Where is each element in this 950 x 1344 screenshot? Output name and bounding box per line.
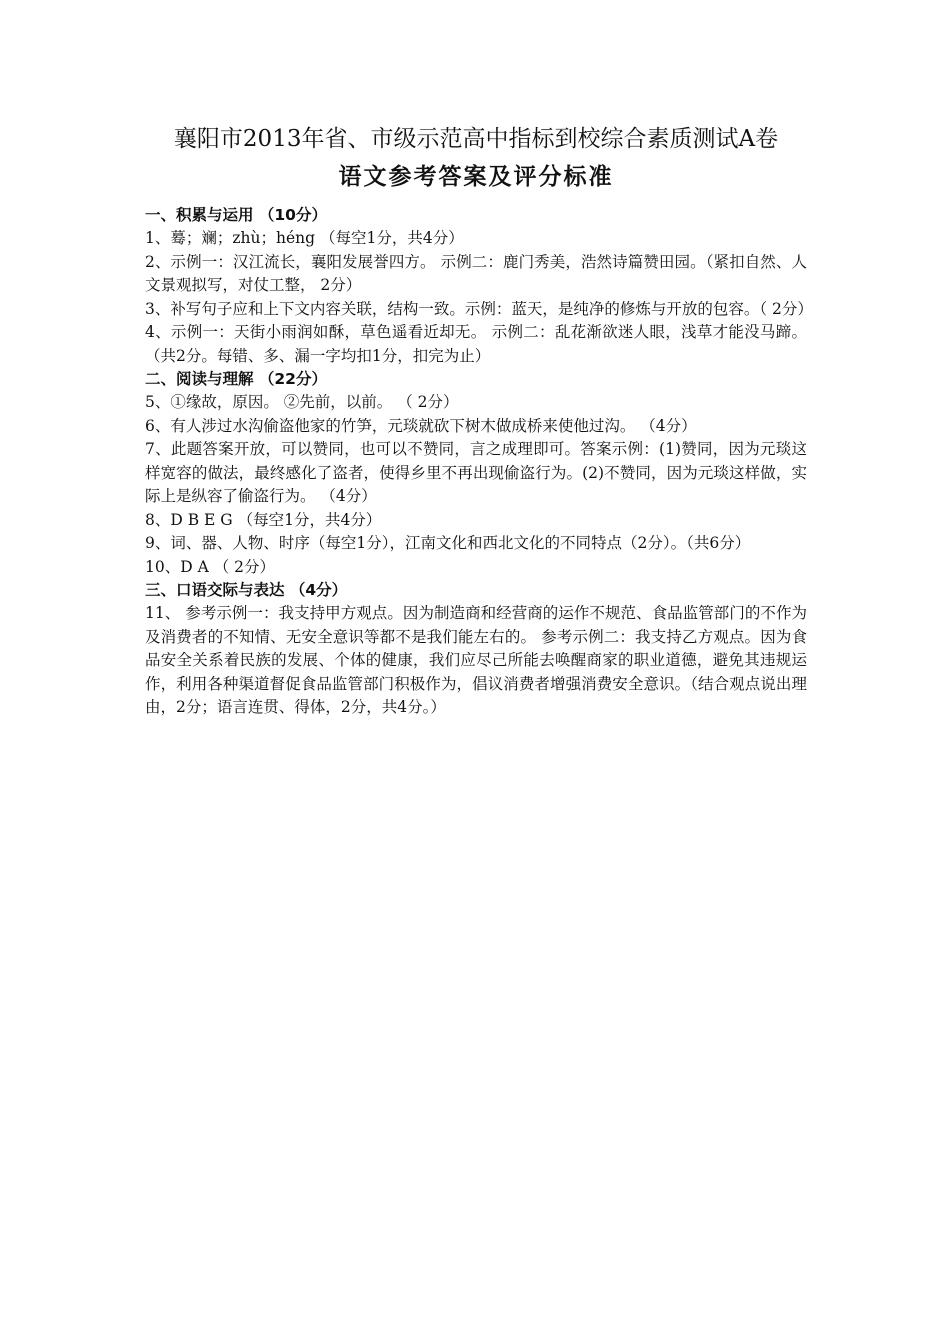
section-heading: 三、口语交际与表达 （4分）: [145, 581, 348, 599]
section-3: [145, 579, 807, 720]
section-1: [145, 204, 813, 368]
section-heading: 一、积累与运用 （10分）: [145, 206, 327, 224]
answer-item-5: 5、①缘故，原因。 ②先前，以前。 （ 2分）: [145, 393, 459, 411]
answer-item-3: 3、补写句子应和上下文内容关联，结构一致。示例：蓝天，是纯净的修炼与开放的包容。（ 2分）: [145, 299, 813, 318]
answer-item-9: 9、词、器、人物、时序（每空1分），江南文化和西北文化的不同特点（2分）。（共6分）: [145, 534, 751, 552]
answer-item-10: 10、D A （ 2分）: [145, 557, 275, 576]
answer-item-1: 1、蓦；斓；zhù；héng （每空1分，共4分）: [145, 229, 464, 247]
answer-item-4: 4、示例一：天街小雨润如酥，草色遥看近却无。 示例二：乱花渐欲迷人眼，浅草才能没马蹄。（共2分。每错、多、漏一字均扣1分，扣完为止）: [145, 323, 807, 365]
answer-item-7: 7、此题答案开放，可以赞同，也可以不赞同，言之成理即可。答案示例：(1)赞同，因为元琰这样宽容的做法，最终感化了盗者，使得乡里不再出现偷盗行为。(2)不赞同，因为元琰这样做，实际上是纵容了偷盗行为。 （4分）: [145, 440, 807, 505]
document-subtitle: 语文参考答案及评分标准: [338, 163, 614, 190]
document-title: 襄阳市2013年省、市级示范高中指标到校综合素质测试A卷: [173, 126, 779, 152]
answer-document: [145, 122, 813, 720]
answer-item-6: 6、有人涉过水沟偷盗他家的竹笋，元琰就砍下树木做成桥来使他过沟。 （4分）: [145, 416, 697, 435]
answer-item-11: 11、 参考示例一：我支持甲方观点。因为制造商和经营商的运作不规范、食品监管部门的不作为及消费者的不知情、无安全意识等都不是我们能左右的。 参考示例二：我支持乙方观点。因为食品安全关系着民族的发展、个体的健康，我们应尽己所能去唤醒商家的职业道德，避免其违规运作，利用各种渠道督促食品监管部门积极作为，倡议消费者增强消费安全意识。（结合观点说出理由，2分；语言连贯、得体，2分，共4分。）: [145, 604, 807, 716]
section-heading: 二、阅读与理解 （22分）: [145, 370, 327, 388]
answer-item-2: 2、示例一：汉江流长，襄阳发展誉四方。 示例二：鹿门秀美，浩然诗篇赞田园。（紧扣自然、人文景观拟写，对仗工整， 2分）: [145, 252, 807, 294]
answer-item-8: 8、D B E G （每空1分，共4分）: [145, 510, 382, 529]
section-2: [145, 368, 807, 579]
